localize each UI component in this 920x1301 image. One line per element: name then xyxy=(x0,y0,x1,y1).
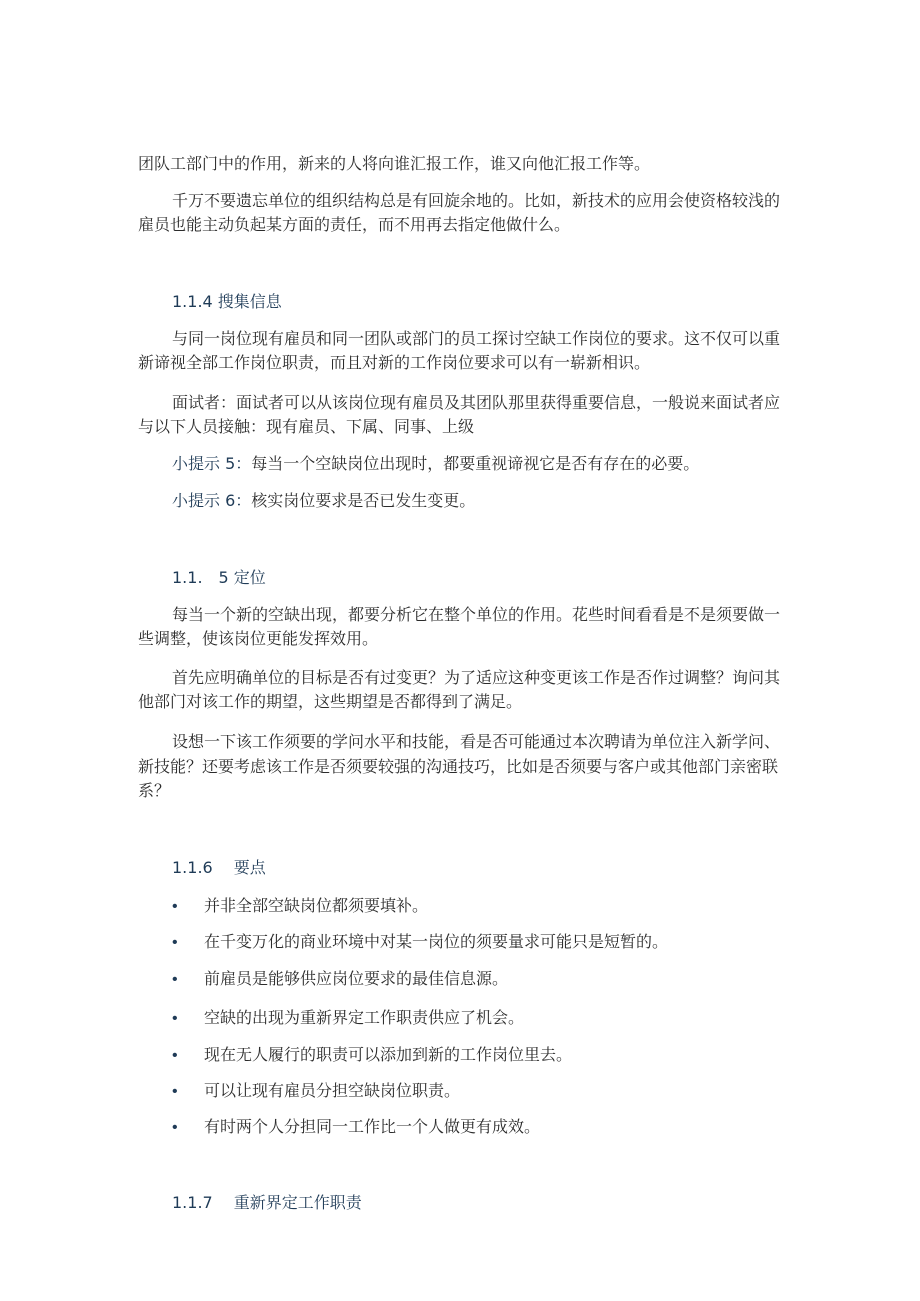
list-item xyxy=(172,1044,572,1067)
list-item xyxy=(172,1080,460,1103)
paragraph-line: 面试者：面试者可以从该岗位现有雇员及其团队那里获得重要信息，一般说来面试者应 xyxy=(172,393,781,412)
tip-5-label: 小提示 5： xyxy=(172,454,252,473)
paragraph-line: 新技能？还要考虑该工作是否须要较强的沟通技巧，比如是否须要与客户或其他部门亲密联 xyxy=(138,757,779,776)
tip-6-label: 小提示 6： xyxy=(172,491,252,510)
list-item xyxy=(172,1007,524,1030)
tip-5-text: 每当一个空缺岗位出现时，都要重视谛视它是否有存在的必要。 xyxy=(251,454,700,473)
bullet-icon: • xyxy=(172,1047,178,1064)
paragraph-line: 团队工部门中的作用，新来的人将向谁汇报工作，谁又向他汇报工作等。 xyxy=(138,154,651,173)
paragraph-line: 与以下人员接触：现有雇员、下属、同事、上级 xyxy=(138,417,475,436)
list-item-text: 有时两个人分担同一工作比一个人做更有成效。 xyxy=(204,1117,541,1136)
paragraph-line: 些调整，使该岗位更能发挥效用。 xyxy=(138,629,379,648)
list-item xyxy=(172,895,428,918)
tip-6-text: 核实岗位要求是否已发生变更。 xyxy=(251,491,476,510)
paragraph-line: 千万不要遗忘单位的组织结构总是有回旋余地的。比如，新技术的应用会使资格较浅的 xyxy=(172,191,781,210)
list-item xyxy=(172,968,508,991)
list-item xyxy=(172,931,668,954)
paragraph-line: 他部门对该工作的期望，这些期望是否都得到了满足。 xyxy=(138,692,523,711)
bullet-icon: • xyxy=(172,1083,178,1100)
paragraph-line: 系？ xyxy=(138,781,171,800)
tip-5 xyxy=(172,453,699,475)
bullet-icon: • xyxy=(172,934,178,951)
list-item xyxy=(172,1116,540,1139)
paragraph-line: 设想一下该工作须要的学问水平和技能，看是否可能通过本次聘请为单位注入新学问、 xyxy=(172,732,781,751)
bullet-icon: • xyxy=(172,971,178,988)
paragraph-line: 雇员也能主动负起某方面的责任，而不用再去指定他做什么。 xyxy=(138,215,571,234)
bullet-icon: • xyxy=(172,1010,178,1027)
list-item-text: 可以让现有雇员分担空缺岗位职责。 xyxy=(204,1081,461,1100)
paragraph-line: 新谛视全部工作岗位职责，而且对新的工作岗位要求可以有一崭新相识。 xyxy=(138,353,651,372)
list-item-text: 在千变万化的商业环境中对某一岗位的须要量求可能只是短暂的。 xyxy=(204,932,669,951)
paragraph-line: 首先应明确单位的目标是否有过变更？为了适应这种变更该工作是否作过调整？询问其 xyxy=(172,668,781,687)
bullet-icon: • xyxy=(172,898,178,915)
paragraph-line: 每当一个新的空缺出现，都要分析它在整个单位的作用。花些时间看看是不是须要做一 xyxy=(172,605,781,624)
list-item-text: 前雇员是能够供应岗位要求的最佳信息源。 xyxy=(204,969,509,988)
tip-6 xyxy=(172,490,475,512)
paragraph-line: 与同一岗位现有雇员和同一团队或部门的员工探讨空缺工作岗位的要求。这不仅可以重 xyxy=(172,329,781,348)
section-heading-1-1-6: 1.1.6 要点 xyxy=(172,858,266,877)
list-item-text: 现在无人履行的职责可以添加到新的工作岗位里去。 xyxy=(204,1045,573,1064)
list-item-text: 空缺的出现为重新界定工作职责供应了机会。 xyxy=(204,1008,525,1027)
section-heading-1-1-7: 1.1.7 重新界定工作职责 xyxy=(172,1193,362,1212)
section-heading-1-1-5: 1.1. 5 定位 xyxy=(172,568,266,587)
bullet-icon: • xyxy=(172,1119,178,1136)
list-item-text: 并非全部空缺岗位都须要填补。 xyxy=(204,896,429,915)
section-heading-1-1-4: 1.1.4 搜集信息 xyxy=(172,292,282,311)
